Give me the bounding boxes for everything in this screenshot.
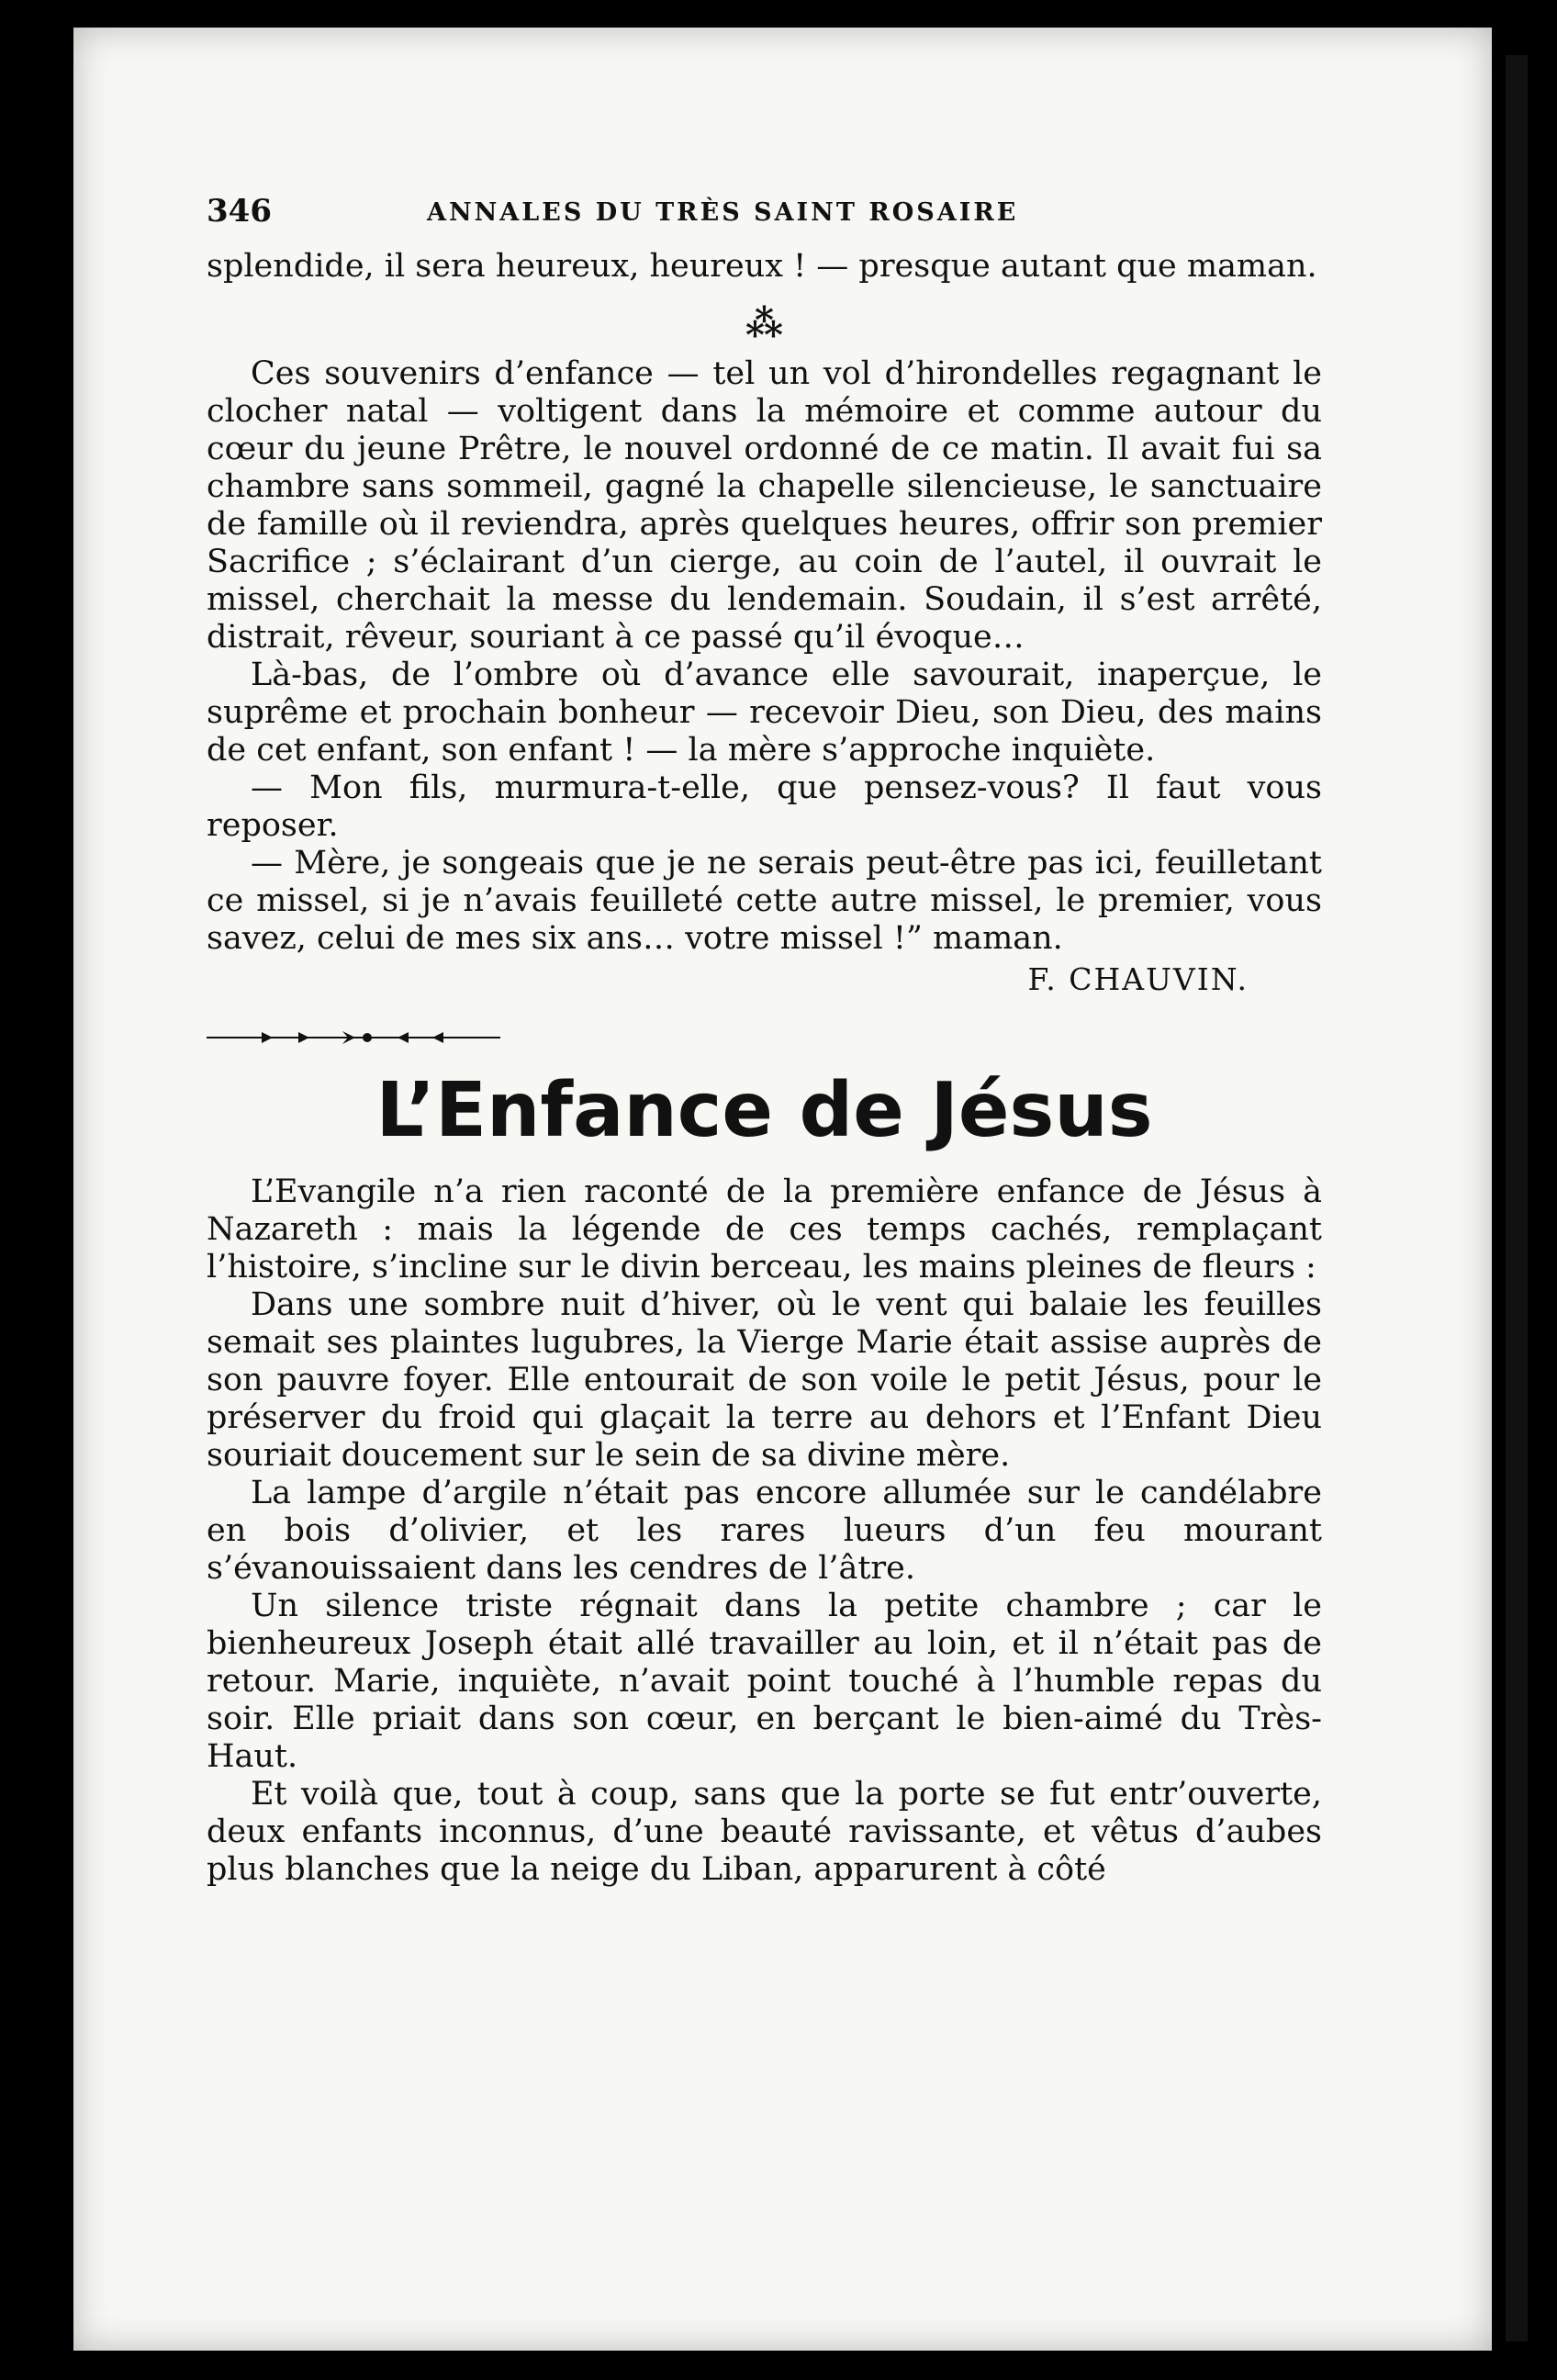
- author-signature: F. CHAUVIN.: [1027, 961, 1249, 997]
- paragraph: Ces souvenirs d’enfance — tel un vol d’hirondelles regagnant le clocher natal — voltigent dans la mémoire et comme autour du cœur du jeune Prêtre, le nouvel ordonné de ce matin. Il avait fui sa chambre sans sommeil, gagné la chapelle silencieuse, le sanctuaire de famille où il reviendra, après quelques heures, offrir son premier Sacrifice ; s’éclairant d’un cierge, au coin de l’autel, il ouvrait le missel, cherchait la messe du lendemain. Soudain, il s’est arrêté, distrait, rêveur, souriant à ce passé qu’il évoque…: [207, 355, 1322, 656]
- paragraph: — Mère, je songeais que je ne serais peut-être pas ici, feuilletant ce missel, si je n’avais feuilleté cette autre missel, le premier, vous savez, celui de mes six ans… votre missel !” maman.: [207, 845, 1322, 957]
- paragraph: La lampe d’argile n’était pas encore allumée sur le candélabre en bois d’olivier, et les rares lueurs d’un feu mourant s’évanouissaient dans les cendres de l’âtre.: [207, 1475, 1322, 1587]
- paragraph: Dans une sombre nuit d’hiver, où le vent qui balaie les feuilles semait ses plaintes lugubres, la Vierge Marie était assise auprès de son pauvre foyer. Elle entourait de son voile le petit Jésus, pour le préserver du froid qui glaçait la terre au dehors et l’Enfant Dieu souriait doucement sur le sein de sa divine mère.: [207, 1286, 1322, 1474]
- page-number: 346: [207, 193, 272, 230]
- paragraph: Et voilà que, tout à coup, sans que la porte se fut entr’ouverte, deux enfants inconnus, d’une beauté ravissante, et vêtus d’aubes plus blanches que la neige du Liban, apparurent à côté: [207, 1776, 1322, 1888]
- paragraph: L’Evangile n’a rien raconté de la première enfance de Jésus à Nazareth : mais la légende de ces temps cachés, remplaçant l’histoire, s’incline sur le divin berceau, les mains pleines de fleurs :: [207, 1173, 1322, 1285]
- page-content: [207, 193, 1322, 1889]
- continuation-text: splendide, il sera heureux, heureux ! — presque autant que maman.: [207, 248, 1317, 285]
- paragraph: Là-bas, de l’ombre où d’avance elle savourait, inaperçue, le suprême et prochain bonheur — recevoir Dieu, son Dieu, des mains de cet enfant, son enfant ! — la mère s’approche inquiète.: [207, 657, 1322, 769]
- running-head: [207, 193, 1322, 248]
- paragraph: — Mon fils, murmura-t-elle, que pensez-vous? Il faut vous reposer.: [207, 769, 1322, 844]
- ornament-divider: [207, 1028, 500, 1047]
- asterism-divider: ⁂: [745, 302, 783, 345]
- running-title: ANNALES DU TRÈS SAINT ROSAIRE: [427, 198, 1019, 227]
- paragraph: Un silence triste régnait dans la petite chambre ; car le bienheureux Joseph était allé travailler au loin, et il n’était pas de retour. Marie, inquiète, n’avait point touché à l’humble repas du soir. Elle priait dans son cœur, en berçant le bien-aimé du Très-Haut.: [207, 1588, 1322, 1775]
- article-title: L’Enfance de Jésus: [375, 1067, 1153, 1154]
- scan-edge: [1506, 55, 1528, 2341]
